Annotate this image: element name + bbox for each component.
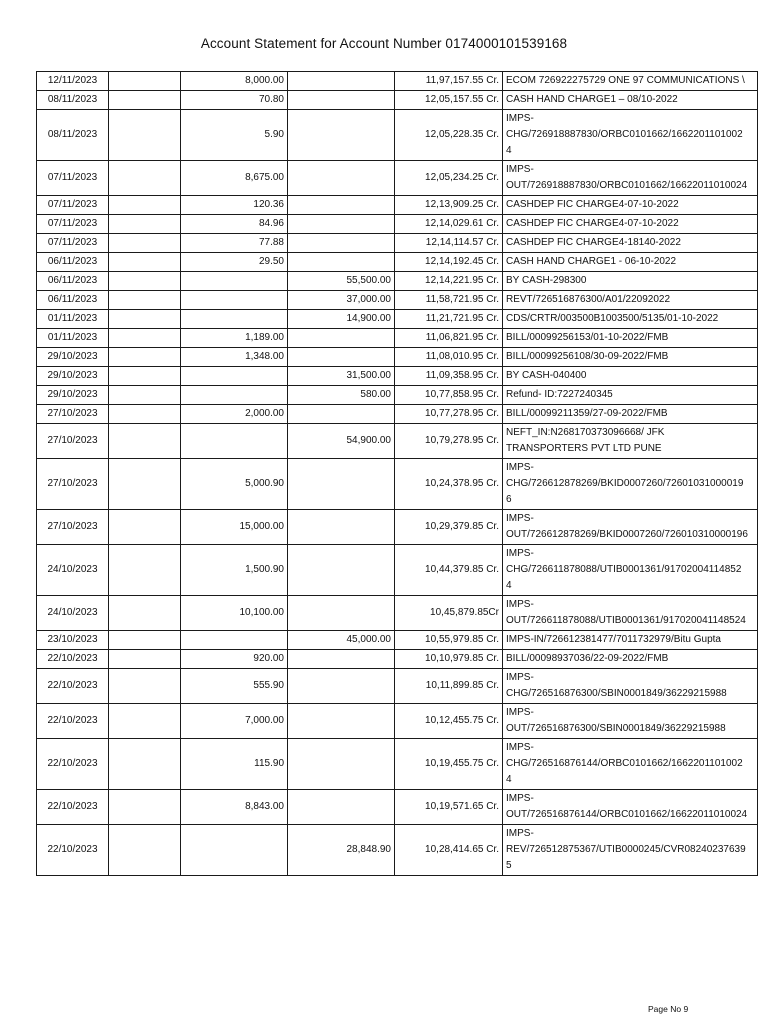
description-cell: BY CASH-040400 (503, 367, 758, 386)
balance-cell: 10,29,379.85 Cr. (395, 510, 503, 545)
balance-cell: 11,09,358.95 Cr. (395, 367, 503, 386)
description-cell: IMPS-IN/726612381477/7011732979/Bitu Gupta (503, 631, 758, 650)
table-row (37, 91, 758, 110)
balance-cell: 11,97,157.55 Cr. (395, 72, 503, 91)
deposit-cell (288, 215, 395, 234)
deposit-cell (288, 405, 395, 424)
deposit-cell (288, 72, 395, 91)
withdrawal-cell: 115.90 (181, 739, 288, 790)
date-cell: 22/10/2023 (37, 739, 109, 790)
withdrawal-cell: 84.96 (181, 215, 288, 234)
description-cell: IMPS- CHG/726516876144/ORBC0101662/1662201101002 4 (503, 739, 758, 790)
balance-cell: 11,58,721.95 Cr. (395, 291, 503, 310)
reference-cell (109, 424, 181, 459)
withdrawal-cell (181, 386, 288, 405)
description-cell: IMPS- OUT/726516876144/ORBC0101662/16622011010024 (503, 790, 758, 825)
description-cell: REVT/726516876300/A01/22092022 (503, 291, 758, 310)
date-cell: 07/11/2023 (37, 215, 109, 234)
withdrawal-cell: 15,000.00 (181, 510, 288, 545)
date-cell: 01/11/2023 (37, 329, 109, 348)
balance-cell: 10,44,379.85 Cr. (395, 545, 503, 596)
date-cell: 12/11/2023 (37, 72, 109, 91)
withdrawal-cell: 70.80 (181, 91, 288, 110)
description-cell: CASHDEP FIC CHARGE4-07-10-2022 (503, 215, 758, 234)
date-cell: 06/11/2023 (37, 291, 109, 310)
deposit-cell (288, 348, 395, 367)
description-cell: IMPS- CHG/726612878269/BKID0007260/72601031000019 6 (503, 459, 758, 510)
balance-cell: 11,06,821.95 Cr. (395, 329, 503, 348)
page-number: Page No 9 (648, 1004, 689, 1014)
description-cell: BILL/00099211359/27-09-2022/FMB (503, 405, 758, 424)
balance-cell: 12,05,157.55 Cr. (395, 91, 503, 110)
deposit-cell (288, 739, 395, 790)
deposit-cell: 28,848.90 (288, 825, 395, 876)
deposit-cell: 31,500.00 (288, 367, 395, 386)
date-cell: 06/11/2023 (37, 272, 109, 291)
statement-table (36, 71, 758, 876)
withdrawal-cell: 920.00 (181, 650, 288, 669)
date-cell: 24/10/2023 (37, 545, 109, 596)
deposit-cell (288, 510, 395, 545)
balance-cell: 10,19,571.65 Cr. (395, 790, 503, 825)
reference-cell (109, 234, 181, 253)
table-row (37, 348, 758, 367)
reference-cell (109, 790, 181, 825)
table-row (37, 161, 758, 196)
table-row (37, 510, 758, 545)
withdrawal-cell: 8,843.00 (181, 790, 288, 825)
description-cell: Refund- ID:7227240345 (503, 386, 758, 405)
deposit-cell: 45,000.00 (288, 631, 395, 650)
date-cell: 29/10/2023 (37, 367, 109, 386)
reference-cell (109, 510, 181, 545)
balance-cell: 10,28,414.65 Cr. (395, 825, 503, 876)
balance-cell: 10,77,858.95 Cr. (395, 386, 503, 405)
table-row (37, 596, 758, 631)
reference-cell (109, 310, 181, 329)
description-cell: IMPS- OUT/726611878088/UTIB0001361/917020041148524 (503, 596, 758, 631)
table-row (37, 196, 758, 215)
reference-cell (109, 329, 181, 348)
date-cell: 22/10/2023 (37, 825, 109, 876)
table-row (37, 650, 758, 669)
date-cell: 22/10/2023 (37, 790, 109, 825)
description-cell: CASH HAND CHARGE1 - 06-10-2022 (503, 253, 758, 272)
date-cell: 08/11/2023 (37, 110, 109, 161)
date-cell: 08/11/2023 (37, 91, 109, 110)
description-cell: IMPS- REV/726512875367/UTIB0000245/CVR08240237639 5 (503, 825, 758, 876)
reference-cell (109, 272, 181, 291)
reference-cell (109, 669, 181, 704)
description-cell: CASHDEP FIC CHARGE4-18140-2022 (503, 234, 758, 253)
table-row (37, 669, 758, 704)
balance-cell: 12,14,192.45 Cr. (395, 253, 503, 272)
description-cell: ECOM 726922275729 ONE 97 COMMUNICATIONS \ (503, 72, 758, 91)
reference-cell (109, 215, 181, 234)
statement-table-body (37, 72, 758, 876)
description-cell: NEFT_IN:N268170373096668/ JFK TRANSPORTERS PVT LTD PUNE (503, 424, 758, 459)
date-cell: 07/11/2023 (37, 234, 109, 253)
reference-cell (109, 253, 181, 272)
table-row (37, 367, 758, 386)
balance-cell: 12,05,234.25 Cr. (395, 161, 503, 196)
balance-cell: 10,11,899.85 Cr. (395, 669, 503, 704)
withdrawal-cell: 8,675.00 (181, 161, 288, 196)
description-cell: CASHDEP FIC CHARGE4-07-10-2022 (503, 196, 758, 215)
reference-cell (109, 367, 181, 386)
withdrawal-cell: 120.36 (181, 196, 288, 215)
withdrawal-cell: 8,000.00 (181, 72, 288, 91)
withdrawal-cell: 1,189.00 (181, 329, 288, 348)
deposit-cell (288, 669, 395, 704)
description-cell: BY CASH-298300 (503, 272, 758, 291)
balance-cell: 10,19,455.75 Cr. (395, 739, 503, 790)
table-row (37, 291, 758, 310)
description-cell: BILL/00099256153/01-10-2022/FMB (503, 329, 758, 348)
balance-cell: 10,12,455.75 Cr. (395, 704, 503, 739)
withdrawal-cell: 29.50 (181, 253, 288, 272)
deposit-cell (288, 91, 395, 110)
balance-cell: 10,10,979.85 Cr. (395, 650, 503, 669)
balance-cell: 10,45,879.85Cr (395, 596, 503, 631)
date-cell: 27/10/2023 (37, 510, 109, 545)
table-row (37, 545, 758, 596)
description-cell: CDS/CRTR/003500B1003500/5135/01-10-2022 (503, 310, 758, 329)
table-row (37, 310, 758, 329)
withdrawal-cell (181, 424, 288, 459)
withdrawal-cell: 7,000.00 (181, 704, 288, 739)
table-row (37, 790, 758, 825)
withdrawal-cell: 10,100.00 (181, 596, 288, 631)
balance-cell: 10,24,378.95 Cr. (395, 459, 503, 510)
date-cell: 01/11/2023 (37, 310, 109, 329)
reference-cell (109, 161, 181, 196)
deposit-cell (288, 596, 395, 631)
withdrawal-cell (181, 367, 288, 386)
withdrawal-cell: 1,500.90 (181, 545, 288, 596)
deposit-cell: 55,500.00 (288, 272, 395, 291)
reference-cell (109, 545, 181, 596)
deposit-cell (288, 704, 395, 739)
reference-cell (109, 825, 181, 876)
reference-cell (109, 631, 181, 650)
description-cell: IMPS- CHG/726611878088/UTIB0001361/91702004114852 4 (503, 545, 758, 596)
withdrawal-cell: 77.88 (181, 234, 288, 253)
balance-cell: 10,79,278.95 Cr. (395, 424, 503, 459)
balance-cell: 11,21,721.95 Cr. (395, 310, 503, 329)
table-row (37, 215, 758, 234)
date-cell: 27/10/2023 (37, 459, 109, 510)
withdrawal-cell: 5.90 (181, 110, 288, 161)
withdrawal-cell (181, 310, 288, 329)
description-cell: BILL/00098937036/22-09-2022/FMB (503, 650, 758, 669)
table-row (37, 631, 758, 650)
reference-cell (109, 405, 181, 424)
date-cell: 22/10/2023 (37, 704, 109, 739)
balance-cell: 12,13,909.25 Cr. (395, 196, 503, 215)
description-cell: IMPS- OUT/726516876300/SBIN0001849/36229215988 (503, 704, 758, 739)
table-row (37, 739, 758, 790)
table-row (37, 405, 758, 424)
date-cell: 07/11/2023 (37, 161, 109, 196)
description-cell: BILL/00099256108/30-09-2022/FMB (503, 348, 758, 367)
deposit-cell (288, 329, 395, 348)
table-row (37, 234, 758, 253)
date-cell: 06/11/2023 (37, 253, 109, 272)
withdrawal-cell: 555.90 (181, 669, 288, 704)
balance-cell: 12,14,029.61 Cr. (395, 215, 503, 234)
withdrawal-cell: 2,000.00 (181, 405, 288, 424)
balance-cell: 12,05,228.35 Cr. (395, 110, 503, 161)
date-cell: 29/10/2023 (37, 386, 109, 405)
reference-cell (109, 739, 181, 790)
deposit-cell: 54,900.00 (288, 424, 395, 459)
table-row (37, 110, 758, 161)
balance-cell: 11,08,010.95 Cr. (395, 348, 503, 367)
table-row (37, 704, 758, 739)
deposit-cell (288, 790, 395, 825)
reference-cell (109, 596, 181, 631)
deposit-cell: 14,900.00 (288, 310, 395, 329)
description-cell: IMPS- OUT/726918887830/ORBC0101662/16622011010024 (503, 161, 758, 196)
withdrawal-cell (181, 291, 288, 310)
page-title: Account Statement for Account Number 0174000101539168 (200, 36, 568, 51)
date-cell: 29/10/2023 (37, 348, 109, 367)
deposit-cell (288, 253, 395, 272)
deposit-cell (288, 650, 395, 669)
description-cell: IMPS- CHG/726918887830/ORBC0101662/1662201101002 4 (503, 110, 758, 161)
withdrawal-cell (181, 272, 288, 291)
reference-cell (109, 650, 181, 669)
reference-cell (109, 704, 181, 739)
withdrawal-cell: 5,000.90 (181, 459, 288, 510)
table-row (37, 272, 758, 291)
table-row (37, 329, 758, 348)
date-cell: 07/11/2023 (37, 196, 109, 215)
description-cell: IMPS- OUT/726612878269/BKID0007260/726010310000196 (503, 510, 758, 545)
table-row (37, 253, 758, 272)
balance-cell: 12,14,114.57 Cr. (395, 234, 503, 253)
description-cell: IMPS- CHG/726516876300/SBIN0001849/36229215988 (503, 669, 758, 704)
reference-cell (109, 91, 181, 110)
date-cell: 27/10/2023 (37, 424, 109, 459)
reference-cell (109, 72, 181, 91)
balance-cell: 10,55,979.85 Cr. (395, 631, 503, 650)
date-cell: 22/10/2023 (37, 669, 109, 704)
table-row (37, 825, 758, 876)
withdrawal-cell (181, 825, 288, 876)
deposit-cell (288, 196, 395, 215)
table-row (37, 386, 758, 405)
reference-cell (109, 291, 181, 310)
deposit-cell: 37,000.00 (288, 291, 395, 310)
date-cell: 22/10/2023 (37, 650, 109, 669)
reference-cell (109, 386, 181, 405)
reference-cell (109, 459, 181, 510)
deposit-cell (288, 161, 395, 196)
deposit-cell (288, 110, 395, 161)
reference-cell (109, 348, 181, 367)
withdrawal-cell (181, 631, 288, 650)
table-row (37, 459, 758, 510)
deposit-cell: 580.00 (288, 386, 395, 405)
reference-cell (109, 196, 181, 215)
withdrawal-cell: 1,348.00 (181, 348, 288, 367)
date-cell: 23/10/2023 (37, 631, 109, 650)
date-cell: 24/10/2023 (37, 596, 109, 631)
balance-cell: 10,77,278.95 Cr. (395, 405, 503, 424)
description-cell: CASH HAND CHARGE1 – 08/10-2022 (503, 91, 758, 110)
table-row (37, 72, 758, 91)
balance-cell: 12,14,221.95 Cr. (395, 272, 503, 291)
deposit-cell (288, 459, 395, 510)
date-cell: 27/10/2023 (37, 405, 109, 424)
deposit-cell (288, 545, 395, 596)
reference-cell (109, 110, 181, 161)
deposit-cell (288, 234, 395, 253)
table-row (37, 424, 758, 459)
